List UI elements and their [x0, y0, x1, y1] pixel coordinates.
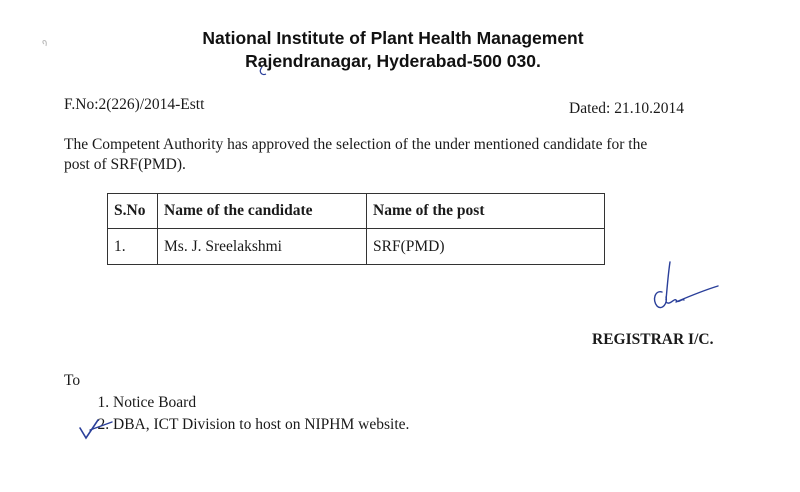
correction-mark-icon: [260, 67, 266, 75]
file-number: F.No:2(226)/2014-Estt: [64, 96, 205, 113]
body-text-line-1: The Competent Authority has approved the selection of the under mentioned candidate for the: [64, 136, 648, 153]
cell-candidate-name: Ms. J. Sreelakshmi: [158, 229, 367, 265]
body-text-line-2: post of SRF(PMD).: [64, 156, 186, 173]
header-sno: S.No: [108, 194, 158, 229]
date: Dated: 21.10.2014: [569, 100, 684, 117]
to-label: To: [64, 372, 81, 389]
list-item: 2. DBA, ICT Division to host on NIPHM website.: [113, 414, 409, 436]
header-post-name: Name of the post: [367, 194, 605, 229]
signatory-title: REGISTRAR I/C.: [592, 331, 714, 348]
checkmark-icon: [80, 420, 98, 438]
cell-post-name: SRF(PMD): [367, 229, 605, 265]
institute-address: Rajendranagar, Hyderabad-500 030.: [245, 51, 541, 71]
list-item: 1. Notice Board: [113, 392, 409, 414]
cell-sno: 1.: [108, 229, 158, 265]
signature-icon: [655, 262, 718, 308]
margin-mark-icon: [43, 41, 46, 47]
header-candidate-name: Name of the candidate: [158, 194, 367, 229]
institute-name: National Institute of Plant Health Management: [202, 28, 584, 48]
